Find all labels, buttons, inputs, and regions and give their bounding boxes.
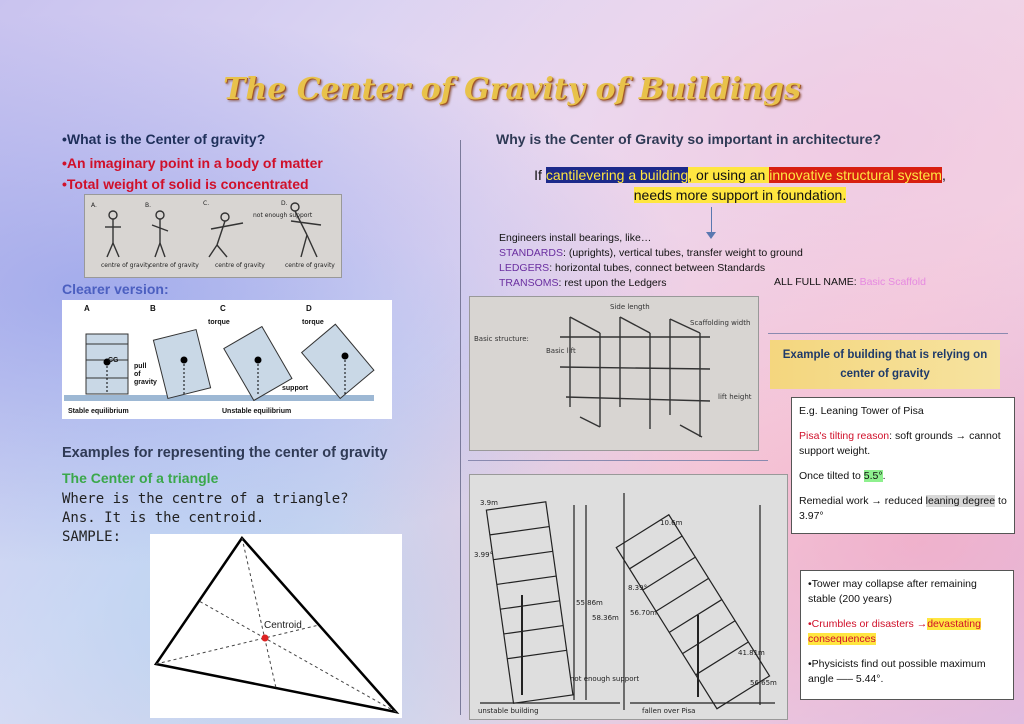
triangle-drawing — [150, 534, 402, 718]
page-title: The Center of Gravity of Buildings — [223, 72, 801, 107]
stick-figure-sketch — [84, 194, 342, 278]
triangle-heading: The Center of a triangle — [62, 470, 219, 486]
triangle-answer: Ans. It is the centroid. — [62, 510, 265, 526]
pisa-info-box — [791, 397, 1015, 534]
tower-label: 3.9m — [480, 499, 498, 507]
tower-label: 10.6m — [660, 519, 683, 527]
max-angle-bullet: •Physicists find out possible maximum angle —– 5.44°. — [808, 658, 986, 685]
gravity-label: gravity — [134, 379, 157, 386]
scaffold-label: Side length — [610, 303, 650, 311]
right-separator — [468, 460, 768, 461]
tower-label: 56.65m — [750, 679, 777, 687]
standards-line — [499, 246, 803, 261]
pisa-reason — [799, 429, 1007, 459]
crumbles-bullet — [808, 617, 1006, 647]
pisa-tower-drawing — [470, 475, 787, 719]
triangle-question: Where is the centre of a triangle? — [62, 491, 349, 507]
diagram-letter: C — [220, 304, 226, 313]
cg-label: CG — [108, 357, 119, 364]
example-heading-text: Example of building that is relying on center of gravity — [782, 349, 988, 380]
pisa-tilt-text: Once tilted to — [799, 470, 864, 482]
sketch-label: C. — [203, 200, 210, 207]
sketch-label: centre of gravity — [285, 262, 335, 269]
pisa-tilt — [799, 469, 1007, 484]
diagram-letter: A — [84, 304, 90, 313]
transoms-line — [499, 276, 803, 291]
scaffold-label: Basic lift — [546, 347, 576, 355]
sketch-label: A. — [91, 202, 97, 209]
pisa-reason-text: : soft grounds → cannot support weight. — [799, 430, 1001, 457]
clearer-version-label: Clearer version: — [62, 281, 169, 297]
sketch-label: B. — [145, 202, 152, 209]
torque-label: torque — [208, 319, 230, 326]
scaffold-drawing — [470, 297, 758, 450]
standards-label: STANDARDS — [499, 247, 563, 259]
sketch-label: D. — [281, 200, 288, 207]
devastating-highlight: devastating consequences — [808, 618, 981, 645]
bullet-imaginary-point: •An imaginary point in a body of matter — [62, 155, 323, 171]
bullet-total-weight: •Total weight of solid is concentrated — [62, 176, 309, 192]
why-part: , or using an — [688, 167, 770, 183]
sample-label: SAMPLE: — [62, 529, 122, 545]
scaffold-label: Scaffolding width — [690, 319, 751, 327]
scaffold-sketch — [469, 296, 759, 451]
ledgers-line — [499, 261, 803, 276]
of-label: of — [134, 371, 141, 378]
tower-label: unstable building — [478, 707, 539, 715]
sketch-label: centre of gravity — [215, 262, 265, 269]
pisa-remedial-text: Remedial work → reduced — [799, 495, 926, 507]
full-name-value: Basic Scaffold — [859, 276, 926, 288]
pisa-remedial-end: to 3.97° — [799, 495, 1007, 522]
tilt-value: 5.5° — [863, 470, 883, 482]
diagram-letter: D — [306, 304, 312, 313]
collapse-bullet: •Tower may collapse after remaining stable (200 years) — [808, 578, 977, 605]
support-foundation-highlight: needs more support in foundation. — [633, 187, 847, 203]
tower-label: 3.99° — [474, 551, 494, 559]
crumbles-text: •Crumbles or disasters → — [808, 618, 928, 630]
engineers-block — [499, 231, 803, 291]
leaning-degree-highlight: leaning degree — [925, 495, 996, 507]
standards-text: : (uprights), vertical tubes, transfer weight to ground — [562, 247, 803, 259]
tower-label: 8.39° — [628, 584, 648, 592]
why-part: If — [534, 167, 546, 183]
ledgers-text: : horizontal tubes, connect between Standards — [549, 262, 766, 274]
scaffold-label: Basic structure: — [474, 335, 529, 343]
cantilever-highlight: cantilevering a building — [545, 167, 689, 183]
pisa-tower-sketch — [469, 474, 788, 720]
stable-equilibrium-label: Stable equilibrium — [68, 408, 129, 415]
pisa-remedial — [799, 494, 1007, 524]
support-label: support — [282, 385, 309, 392]
equilibrium-drawing — [62, 300, 392, 419]
sketch-label: centre of gravity — [149, 262, 199, 269]
sketch-label: centre of gravity — [101, 262, 151, 269]
torque-label: torque — [302, 319, 324, 326]
why-statement — [480, 165, 1000, 205]
centroid-label: Centroid — [264, 620, 302, 631]
right-separator — [768, 333, 1008, 334]
pull-label: pull — [134, 363, 147, 370]
tower-label: 41.81m — [738, 649, 765, 657]
engineers-line: Engineers install bearings, like… — [499, 232, 652, 244]
innovative-system-highlight: innovative structural system — [769, 167, 942, 183]
triangle-figure — [150, 534, 402, 718]
tower-label: 58.36m — [592, 614, 619, 622]
diagram-letter: B — [150, 304, 156, 313]
tower-label: not enough support — [570, 675, 640, 683]
transoms-text: : rest upon the Ledgers — [558, 277, 667, 289]
transoms-label: TRANSOMS — [499, 277, 559, 289]
sketch-label: not enough support — [253, 212, 313, 219]
why-part: , — [941, 167, 946, 183]
tower-label: fallen over Pisa — [642, 707, 696, 715]
pisa-eg: E.g. Leaning Tower of Pisa — [799, 405, 924, 417]
full-name-line — [774, 276, 926, 288]
column-divider — [460, 140, 461, 715]
equilibrium-diagram — [62, 300, 392, 419]
example-building-heading — [770, 340, 1000, 389]
full-name-label: ALL FULL NAME: — [774, 276, 860, 288]
scaffold-label: lift height — [718, 393, 752, 401]
tower-label: 56.70m — [630, 609, 657, 617]
pisa-reason-label: Pisa's tilting reason — [799, 430, 890, 442]
tower-label: 55.86m — [576, 599, 603, 607]
pisa-tilt-end: . — [882, 470, 886, 482]
examples-heading: Examples for representing the center of gravity — [62, 445, 388, 461]
stick-figure-drawing — [85, 195, 341, 277]
collapse-info-box — [800, 570, 1014, 700]
what-is-cog-heading: •What is the Center of gravity? — [62, 131, 266, 147]
ledgers-label: LEDGERS — [499, 262, 550, 274]
unstable-equilibrium-label: Unstable equilibrium — [222, 408, 292, 415]
why-important-heading: Why is the Center of Gravity so important in architecture? — [496, 131, 882, 147]
